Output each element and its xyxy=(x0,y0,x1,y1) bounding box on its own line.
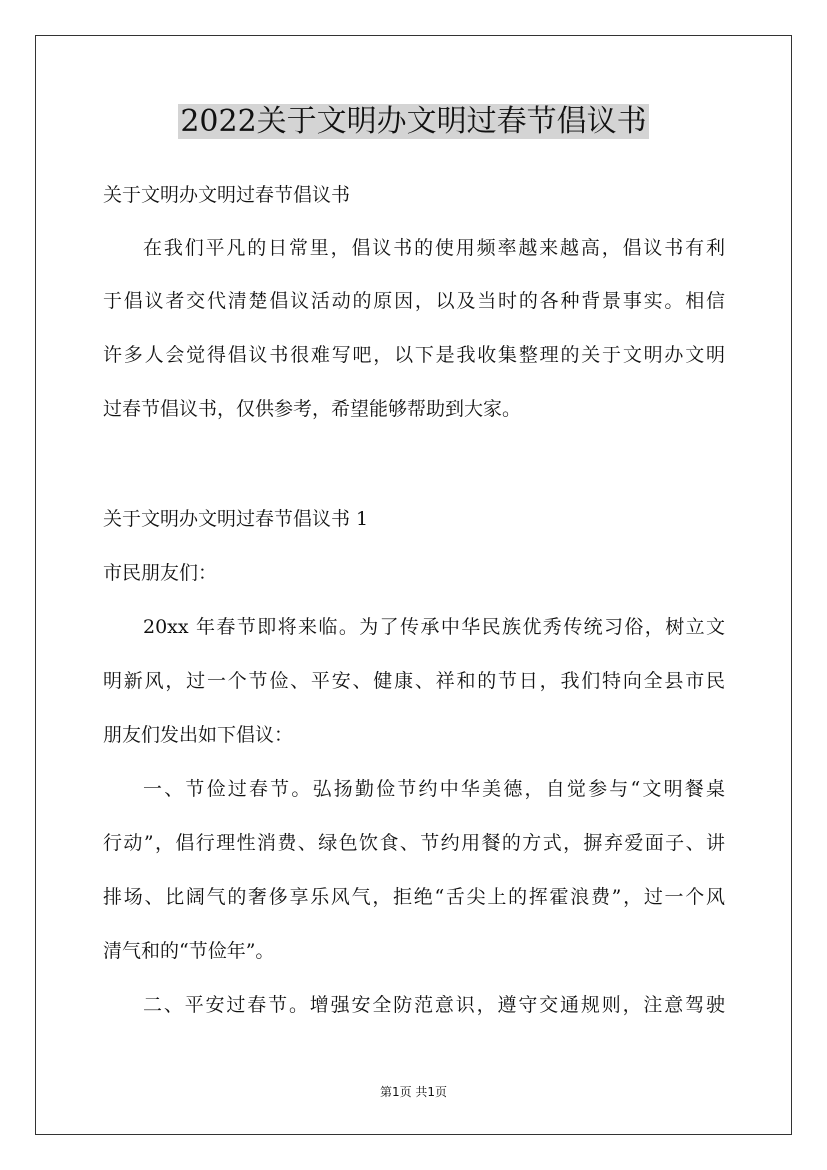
page-footer: 第1页 共1页 xyxy=(379,1085,448,1099)
document-title-text: 2022关于文明办文明过春节倡议书 xyxy=(180,104,647,139)
salutation: 市民朋友们： xyxy=(103,562,218,584)
paragraph-line: 行动”，倡行理性消费、绿色饮食、节约用餐的方式，摒弃爱面子、讲 xyxy=(103,832,725,854)
paragraph-line: 二、平安过春节。增强安全防范意识，遵守交通规则，注意驾驶 xyxy=(143,994,725,1016)
paragraph-line: 20xx 年春节即将来临。为了传承中华民族优秀传统习俗，树立文 xyxy=(143,616,725,638)
paragraph-line: 许多人会觉得倡议书很难写吧，以下是我收集整理的关于文明办文明 xyxy=(103,344,725,366)
paragraph-line: 于倡议者交代清楚倡议活动的原因，以及当时的各种背景事实。相信 xyxy=(103,290,725,312)
paragraph-line: 明新风，过一个节俭、平安、健康、祥和的节日，我们特向全县市民 xyxy=(103,670,725,692)
paragraph-line: 排场、比阔气的奢侈享乐风气，拒绝“舌尖上的挥霍浪费”，过一个风 xyxy=(103,886,725,908)
paragraph-line: 在我们平凡的日常里，倡议书的使用频率越来越高，倡议书有利 xyxy=(143,237,725,259)
paragraph-line: 清气和的“节俭年”。 xyxy=(103,940,275,962)
paragraph-line: 朋友们发出如下倡议： xyxy=(103,724,294,746)
section-heading: 关于文明办文明过春节倡议书 xyxy=(103,184,351,206)
paragraph-line: 过春节倡议书，仅供参考，希望能够帮助到大家。 xyxy=(103,398,522,420)
document-title xyxy=(0,102,827,142)
paragraph-line: 一、节俭过春节。弘扬勤俭节约中华美德，自觉参与“文明餐桌 xyxy=(143,778,725,800)
section-heading: 关于文明办文明过春节倡议书 1 xyxy=(103,508,369,530)
